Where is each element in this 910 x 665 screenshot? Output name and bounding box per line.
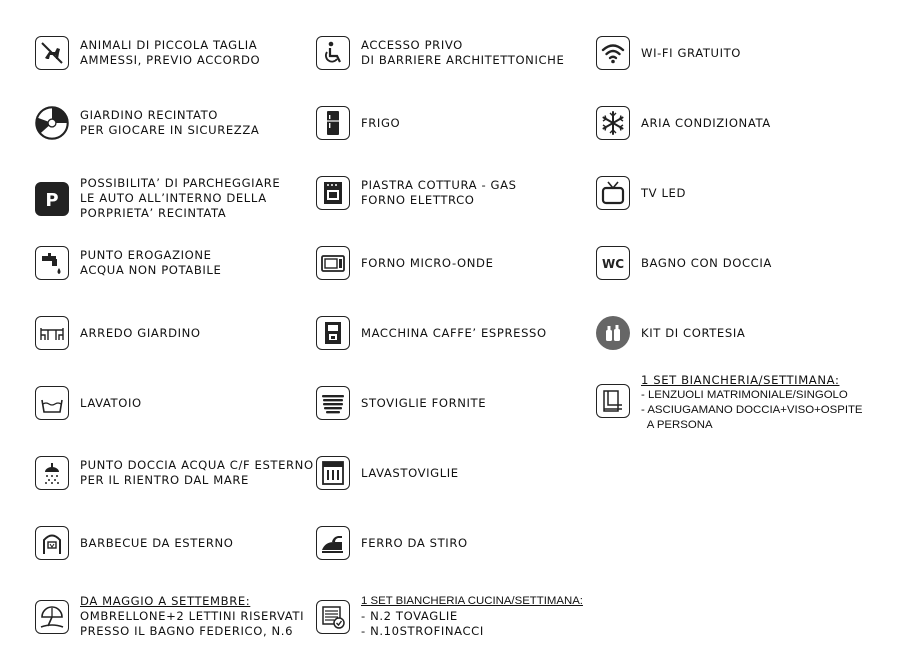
text-title: DA MAGGIO A SETTEMBRE: <box>80 594 251 608</box>
snowflake-icon <box>596 106 630 140</box>
amenity-accesso <box>316 36 564 70</box>
faucet-icon <box>35 246 69 280</box>
amenity-wifi <box>596 36 741 70</box>
text-line: GIARDINO RECINTATO <box>80 108 219 122</box>
wheelchair-icon <box>316 36 350 70</box>
wc-label: WC <box>601 257 625 271</box>
fridge-icon <box>316 106 350 140</box>
dog-icon <box>35 36 69 70</box>
text-line: - N.2 TOVAGLIE <box>361 609 458 623</box>
wifi-icon <box>596 36 630 70</box>
amenity-animali <box>35 36 260 70</box>
amenity-caffe <box>316 316 547 350</box>
amenity-doccia <box>35 456 314 490</box>
text-line: STOVIGLIE FORNITE <box>361 395 487 410</box>
amenity-biancheria <box>596 373 863 433</box>
dishwasher-icon <box>316 456 350 490</box>
text-line: MACCHINA CAFFE’ ESPRESSO <box>361 325 547 340</box>
amenity-kit <box>596 316 745 350</box>
text-line: PRESSO IL BAGNO FEDERICO, N.6 <box>80 624 294 638</box>
text-line: - LENZUOLI MATRIMONIALE/SINGOLO <box>641 389 848 401</box>
wc-icon <box>596 246 630 280</box>
text-line: LAVASTOVIGLIE <box>361 465 459 480</box>
amenity-stoviglie <box>316 386 486 420</box>
amenity-acqua <box>35 246 221 280</box>
text-title: 1 SET BIANCHERIA/SETTIMANA: <box>641 373 840 387</box>
text-line: FRIGO <box>361 115 401 130</box>
text-line: FERRO DA STIRO <box>361 535 468 550</box>
amenity-giardino <box>35 106 259 140</box>
text-title: 1 SET BIANCHERIA CUCINA/SETTIMANA: <box>361 595 583 607</box>
amenity-lavastoviglie <box>316 456 459 490</box>
text-line: DI BARRIERE ARCHITETTONICHE <box>361 53 565 67</box>
amenity-arredo <box>35 316 201 350</box>
amenity-cucina <box>316 594 583 639</box>
washbasin-icon <box>35 386 69 420</box>
text-line: PUNTO EROGAZIONE <box>80 248 212 262</box>
text-line: PER IL RIENTRO DAL MARE <box>80 473 249 487</box>
text-line: ACCESSO PRIVO <box>361 38 463 52</box>
text-line: FORNO MICRO-ONDE <box>361 255 494 270</box>
tv-icon <box>596 176 630 210</box>
amenity-frigo <box>316 106 400 140</box>
svg-text:P: P <box>45 189 59 211</box>
text-line: AMMESSI, PREVIO ACCORDO <box>80 53 261 67</box>
plates-icon <box>316 386 350 420</box>
amenity-barbecue <box>35 526 234 560</box>
amenity-lavatoio <box>35 386 142 420</box>
text-line: OMBRELLONE+2 LETTINI RISERVATI <box>80 609 305 623</box>
text-line: - ASCIUGAMANO DOCCIA+VISO+OSPITE <box>641 404 863 416</box>
umbrella-icon <box>35 600 69 634</box>
text-line: LAVATOIO <box>80 395 142 410</box>
text-line: KIT DI CORTESIA <box>641 325 746 340</box>
amenity-microonde <box>316 246 494 280</box>
text-line: ACQUA NON POTABILE <box>80 263 222 277</box>
text-line: WI-FI GRATUITO <box>641 45 742 60</box>
towel-icon <box>596 384 630 418</box>
text-line: ANIMALI DI PICCOLA TAGLIA <box>80 38 258 52</box>
linen-check-icon <box>316 600 350 634</box>
garden-table-icon <box>35 316 69 350</box>
stove-icon <box>316 176 350 210</box>
beach-ball-icon <box>35 106 69 140</box>
text-line: ARREDO GIARDINO <box>80 325 201 340</box>
text-line: FORNO ELETTRCO <box>361 193 475 207</box>
text-line: PORPRIETA’ RECINTATA <box>80 206 227 220</box>
text-line: PIASTRA COTTURA - GAS <box>361 178 517 192</box>
shower-icon <box>35 456 69 490</box>
barbecue-icon <box>35 526 69 560</box>
amenity-piastra <box>316 176 517 210</box>
text-line: LE AUTO ALL’INTERNO DELLA <box>80 191 267 205</box>
coffee-machine-icon <box>316 316 350 350</box>
amenity-ombrellone <box>35 594 304 639</box>
text-line: PER GIOCARE IN SICUREZZA <box>80 123 260 137</box>
iron-icon <box>316 526 350 560</box>
amenity-parcheggio <box>35 176 280 221</box>
amenity-bagno <box>596 246 772 280</box>
text-line: ARIA CONDIZIONATA <box>641 115 771 130</box>
text-line: A PERSONA <box>641 419 713 431</box>
text-line: - N.10STROFINACCI <box>361 624 484 638</box>
text-line: POSSIBILITA’ DI PARCHEGGIARE <box>80 176 281 190</box>
text-line: TV LED <box>641 185 687 200</box>
microwave-icon <box>316 246 350 280</box>
amenity-ferro <box>316 526 468 560</box>
toiletries-icon <box>596 316 630 350</box>
text-line: BAGNO CON DOCCIA <box>641 255 772 270</box>
amenity-aria <box>596 106 771 140</box>
parking-icon <box>35 182 69 216</box>
amenity-tv <box>596 176 686 210</box>
text-line: BARBECUE DA ESTERNO <box>80 535 234 550</box>
text-line: PUNTO DOCCIA ACQUA C/F ESTERNO <box>80 458 314 472</box>
